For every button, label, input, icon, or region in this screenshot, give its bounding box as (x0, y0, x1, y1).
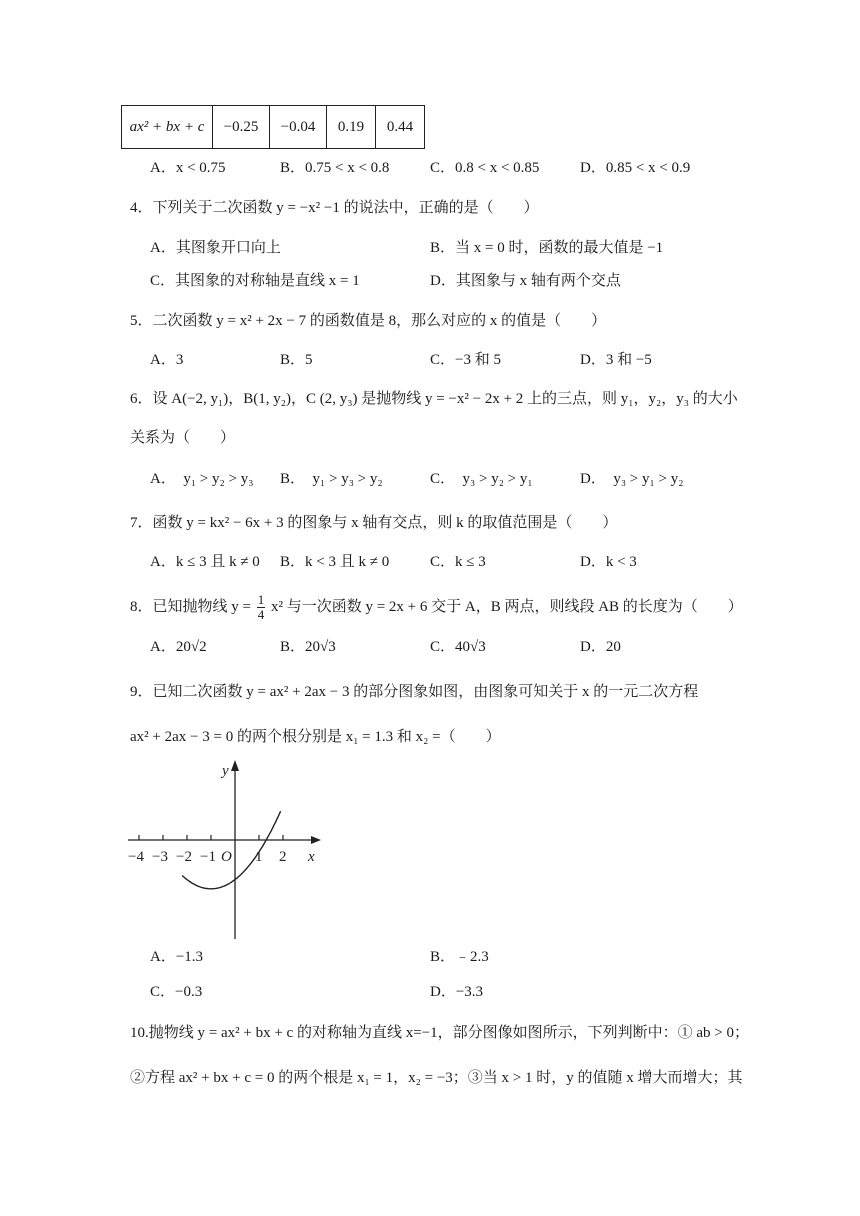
q5-option-c[interactable]: C．−3 和 5 (430, 352, 501, 368)
tick-label: −1 (200, 849, 216, 865)
y-axis-arrow-icon (231, 760, 239, 771)
q3-option-b[interactable]: B．0.75 < x < 0.8 (280, 160, 390, 176)
table-cell: −0.04 (270, 106, 327, 149)
q5-option-d[interactable]: D．3 和 −5 (580, 352, 652, 368)
q3-option-d[interactable]: D．0.85 < x < 0.9 (580, 160, 691, 176)
q8-fraction (257, 593, 266, 622)
q10-stem: 10.抛物线 y = ax² + bx + c 的对称轴为直线 x=−1，部分图像如图所示，下列判断中：① ab > 0； (130, 1025, 749, 1041)
q9-stem: 9．已知二次函数 y = ax² + 2ax − 3 的部分图象如图，由图象可知关于 x 的一元二次方程 (130, 684, 699, 700)
q6-option-c[interactable]: C． y₃ > y₂ > y₁ (430, 471, 533, 487)
q6-option-b[interactable]: B． y₁ > y₃ > y₂ (280, 471, 383, 487)
tick-label: −4 (128, 849, 144, 865)
y-axis-label: y (222, 763, 229, 779)
tick-label: 2 (279, 849, 287, 865)
q8-option-b[interactable]: B．20√3 (280, 639, 336, 655)
x-axis-arrow-icon (311, 836, 321, 844)
q9-option-c[interactable]: C．−0.3 (150, 984, 203, 1000)
q9-option-a[interactable]: A．−1.3 (150, 949, 204, 965)
q4-option-a[interactable]: A．其图象开口向上 (150, 240, 281, 256)
table-cell: 0.44 (376, 106, 425, 149)
q4-option-d[interactable]: D．其图象与 x 轴有两个交点 (430, 273, 621, 289)
q4-option-c[interactable]: C．其图象的对称轴是直线 x = 1 (150, 273, 360, 289)
value-table (121, 105, 425, 149)
q3-option-a[interactable]: A．x < 0.75 (150, 160, 226, 176)
q7-option-d[interactable]: D．k < 3 (580, 554, 637, 570)
table-cell: 0.19 (327, 106, 376, 149)
origin-label: O (221, 849, 232, 865)
tick-label: −2 (176, 849, 192, 865)
q8-option-c[interactable]: C．40√3 (430, 639, 486, 655)
table-cell: −0.25 (213, 106, 270, 149)
tick-label: 1 (255, 849, 263, 865)
q4-option-b[interactable]: B．当 x = 0 时，函数的最大值是 −1 (430, 240, 664, 256)
fraction-numerator: 1 (257, 592, 265, 607)
q4-stem: 4．下列关于二次函数 y = −x² −1 的说法中，正确的是（ ） (130, 200, 539, 216)
q5-option-a[interactable]: A．3 (150, 352, 184, 368)
q9-option-d[interactable]: D．−3.3 (430, 984, 484, 1000)
parabola-graph (125, 757, 325, 942)
fraction-denominator: 4 (257, 607, 265, 622)
q7-option-b[interactable]: B．k < 3 且 k ≠ 0 (280, 554, 390, 570)
q3-option-c[interactable]: C．0.8 < x < 0.85 (430, 160, 540, 176)
x-axis-ticks (139, 835, 283, 840)
q7-option-a[interactable]: A．k ≤ 3 且 k ≠ 0 (150, 554, 260, 570)
q7-option-c[interactable]: C．k ≤ 3 (430, 554, 486, 570)
q9-stem-continued: ax² + 2ax − 3 = 0 的两个根分别是 x₁ = 1.3 和 x₂ =（ ） (130, 729, 501, 745)
q8-stem-suffix: x² 与一次函数 y = 2x + 6 交于 A，B 两点，则线段 AB 的长度为（ ） (270, 598, 743, 615)
q8-stem-prefix: 8．已知抛物线 y = (130, 598, 251, 615)
q10-stem-continued: ②方程 ax² + bx + c = 0 的两个根是 x₁ = 1，x₂ = −3；③当 x > 1 时，y 的值随 x 增大而增大；其 (130, 1070, 743, 1086)
table-header-cell: ax² + bx + c (122, 106, 213, 149)
q6-stem: 6．设 A(−2, y₁)，B(1, y₂)，C (2, y₃) 是抛物线 y = −x² − 2x + 2 上的三点，则 y₁，y₂，y₃ 的大小 (130, 391, 738, 407)
tick-label: −3 (152, 849, 168, 865)
q8-option-d[interactable]: D．20 (580, 639, 621, 655)
q6-option-a[interactable]: A． y₁ > y₂ > y₃ (150, 471, 254, 487)
q5-stem: 5．二次函数 y = x² + 2x − 7 的函数值是 8，那么对应的 x 的值是（ ） (130, 313, 607, 329)
q8-option-a[interactable]: A．20√2 (150, 639, 207, 655)
table-row (122, 106, 425, 149)
q9-option-b[interactable]: B．﹣2.3 (430, 949, 489, 965)
q5-option-b[interactable]: B．5 (280, 352, 313, 368)
q7-stem: 7．函数 y = kx² − 6x + 3 的图象与 x 轴有交点，则 k 的取值范围是（ ） (130, 515, 618, 531)
q8-stem (130, 593, 743, 622)
q6-option-d[interactable]: D． y₃ > y₁ > y₂ (580, 471, 684, 487)
x-axis-label: x (308, 849, 315, 865)
q6-stem-continued: 关系为（ ） (130, 430, 236, 446)
